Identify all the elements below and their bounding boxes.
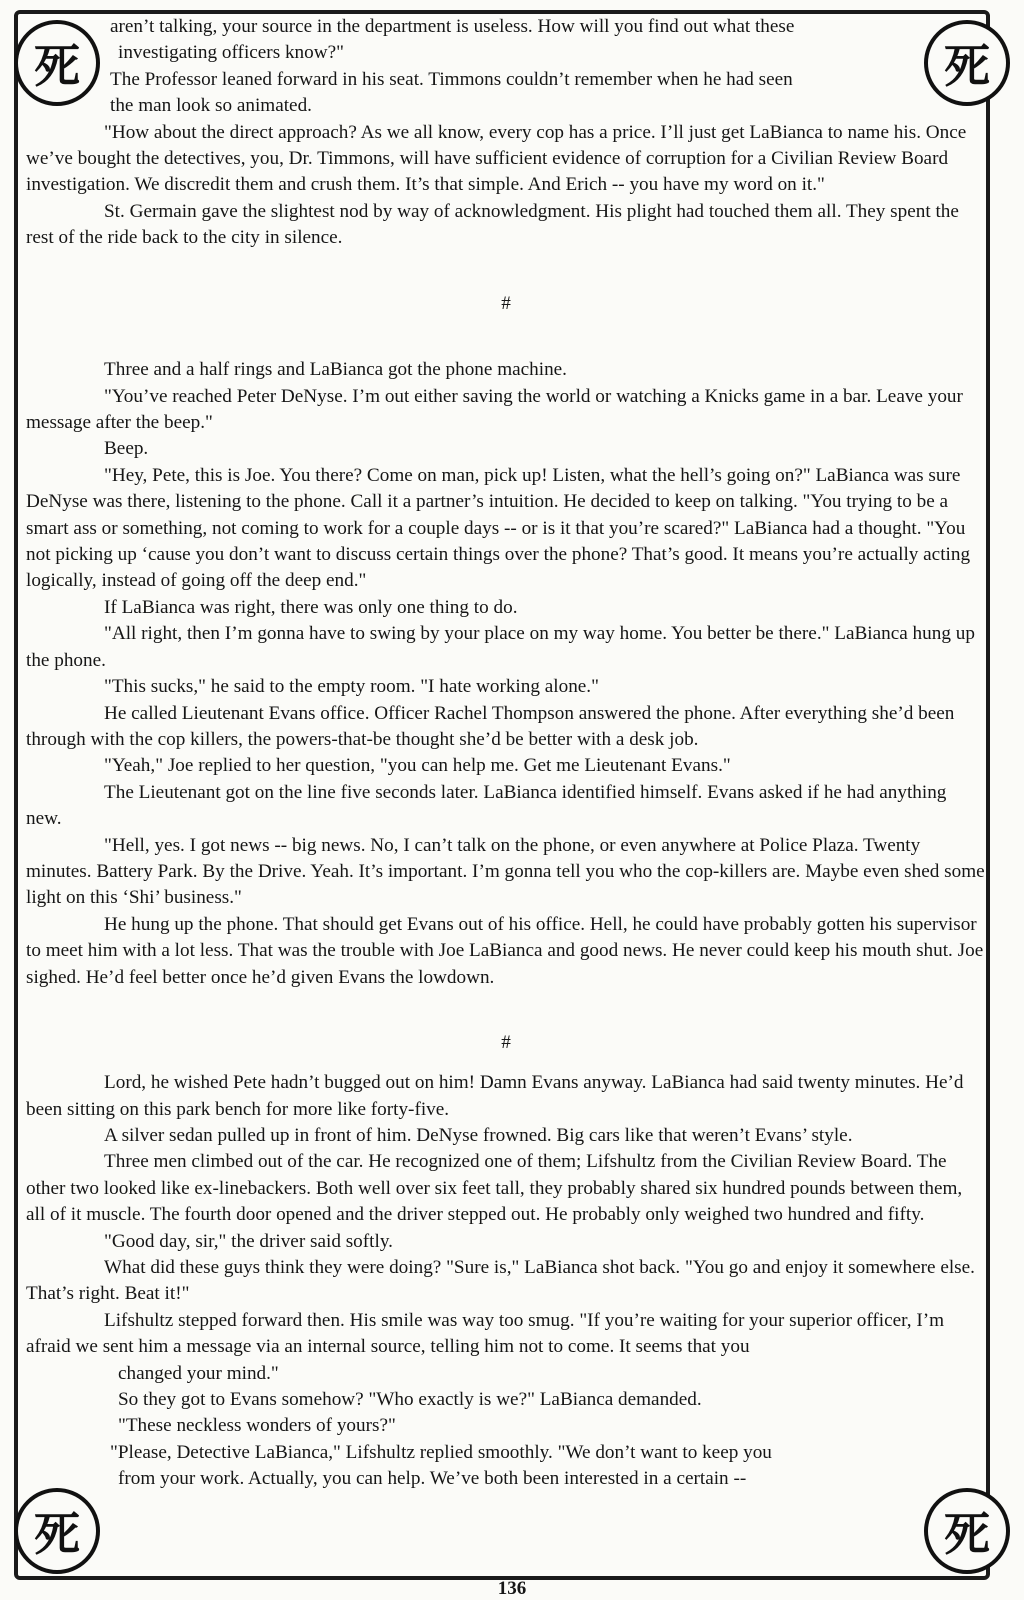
- paragraph: If LaBianca was right, there was only one thing to do.: [104, 596, 518, 618]
- paragraph: The Professor leaned forward in his seat. Timmons couldn’t remember when he had seen: [110, 68, 793, 90]
- paragraph: He hung up the phone. That should get Evans out of his office. Hell, he could have probably gotten his supervisor to meet him with a lot less. That was the trouble with Joe LaBianca and good news. He never could keep his mouth shut. Joe sighed. He’d feel better once he’d given Evans the lowdown.: [26, 913, 984, 988]
- paragraph: changed your mind.": [118, 1362, 279, 1384]
- paragraph: He called Lieutenant Evans office. Officer Rachel Thompson answered the phone. After everything she’d been through with the cop killers, the powers-that-be thought she’d be better with a desk job.: [26, 702, 955, 750]
- paragraph: from your work. Actually, you can help. We’ve both been interested in a certain --: [118, 1468, 747, 1490]
- paragraph: aren’t talking, your source in the department is useless. How will you find out what these: [110, 16, 795, 37]
- paragraph: "How about the direct approach? As we all know, every cop has a price. I’ll just get LaBianca to name his. Once we’ve bought the detectives, you, Dr. Timmons, will have sufficient evidence of corruption for a Civilian Review Board investigation. We discredit them and crush them. It’s that simple. And Erich -- you have my word on it.": [26, 121, 967, 196]
- paragraph: Beep.: [104, 438, 149, 460]
- paragraph: Three men climbed out of the car. He recognized one of them; Lifshultz from the Civilian Review Board. The other two looked like ex-linebackers. Both well over six feet tall, they probably shared six hundred pounds between them, all of it muscle. The fourth door opened and the driver stepped out. He probably only weighed two hundred and fifty.: [26, 1151, 963, 1226]
- death-kanji-icon: 死: [924, 20, 1010, 106]
- paragraph: the man look so animated.: [110, 95, 312, 117]
- paragraph: Lifshultz stepped forward then. His smile was way too smug. "If you’re waiting for your superior officer, I’m afraid we sent him a message via an internal source, telling him not to come. It seems that you: [26, 1309, 945, 1358]
- death-kanji-icon: 死: [14, 1488, 100, 1574]
- section-separator: #: [501, 293, 511, 315]
- paragraph: "Yeah," Joe replied to her question, "you can help me. Get me Lieutenant Evans.": [104, 755, 731, 777]
- page-body: [26, 14, 986, 1493]
- paragraph: investigating officers know?": [118, 42, 344, 64]
- paragraph: The Lieutenant got on the line five seconds later. LaBianca identified himself. Evans asked if he had anything new.: [26, 781, 947, 830]
- death-kanji-icon: 死: [924, 1488, 1010, 1574]
- paragraph: What did these guys think they were doing? "Sure is," LaBianca shot back. "You go and enjoy it somewhere else. That’s right. Beat it!": [26, 1257, 975, 1305]
- paragraph: Lord, he wished Pete hadn’t bugged out on him! Damn Evans anyway. LaBianca had said twenty minutes. He’d been sitting on this park bench for more like forty-five.: [26, 1072, 964, 1120]
- paragraph: "These neckless wonders of yours?": [118, 1415, 396, 1437]
- paragraph: "Hell, yes. I got news -- big news. No, I can’t talk on the phone, or even anywhere at Police Plaza. Twenty minutes. Battery Park. By the Drive. Yeah. It’s important. I’m gonna tell you who the cop-killers are. Maybe even shed some light on this ‘Shi’ business.": [26, 834, 985, 909]
- paragraph: "Good day, sir," the driver said softly.: [104, 1230, 393, 1252]
- paragraph: So they got to Evans somehow? "Who exactly is we?" LaBianca demanded.: [118, 1389, 702, 1411]
- paragraph: St. Germain gave the slightest nod by way of acknowledgment. His plight had touched them all. They spent the rest of the ride back to the city in silence.: [26, 200, 959, 249]
- paragraph: A silver sedan pulled up in front of him. DeNyse frowned. Big cars like that weren’t Evans’ style.: [104, 1124, 853, 1146]
- paragraph: "Hey, Pete, this is Joe. You there? Come on man, pick up! Listen, what the hell’s going on?" LaBianca was sure DeNyse was there, listening to the phone. Call it a partner’s intuition. He decided to keep on talking. "You trying to be a smart ass or something, not coming to work for a couple days -- or is it that you’re scared?" LaBianca had a thought. "You not picking up ‘cause you don’t want to discuss certain things over the phone? That’s good. It means you’re actually acting logically, instead of going off the deep end.": [26, 464, 971, 592]
- page-number: 136: [497, 1578, 527, 1599]
- paragraph: "All right, then I’m gonna have to swing by your place on my way home. You better be there." LaBianca hung up the phone.: [26, 623, 975, 671]
- section-separator: #: [501, 1032, 511, 1054]
- paragraph: "This sucks," he said to the empty room. "I hate working alone.": [104, 676, 599, 698]
- paragraph: "Please, Detective LaBianca," Lifshultz replied smoothly. "We don’t want to keep you: [110, 1441, 772, 1463]
- paragraph: "You’ve reached Peter DeNyse. I’m out either saving the world or watching a Knicks game in a bar. Leave your message after the beep.": [26, 385, 963, 434]
- paragraph: Three and a half rings and LaBianca got the phone machine.: [104, 359, 567, 381]
- death-kanji-icon: 死: [14, 20, 100, 106]
